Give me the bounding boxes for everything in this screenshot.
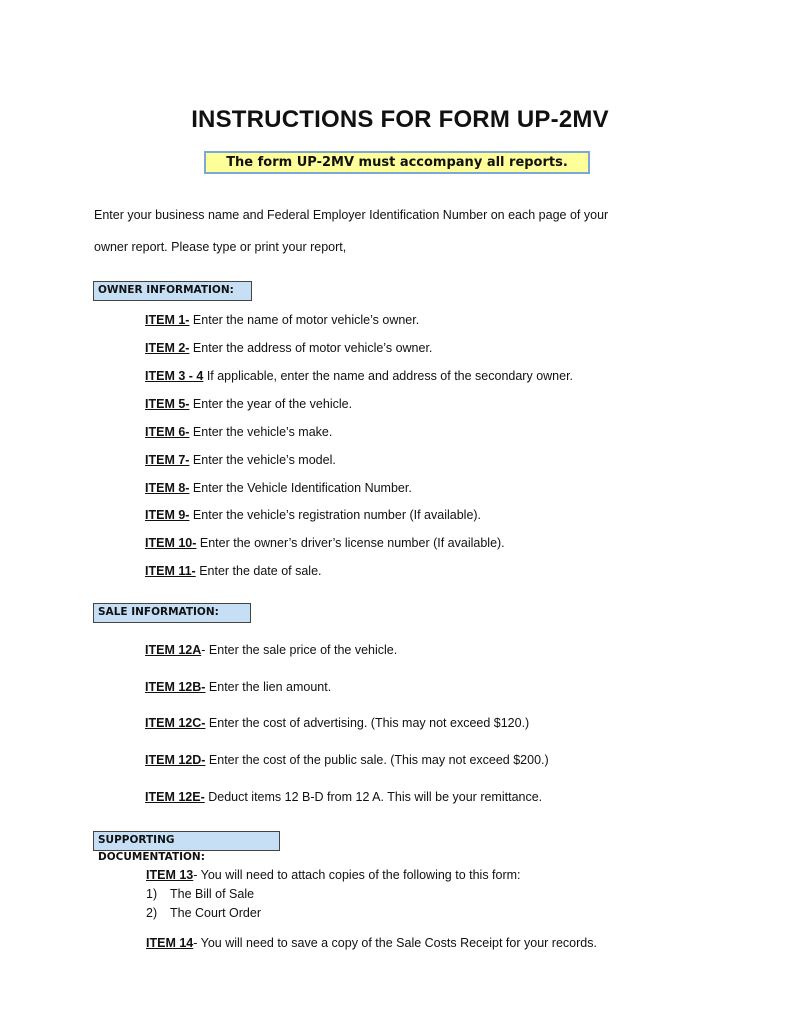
item-label: ITEM 12C-	[145, 716, 206, 730]
owner-item	[145, 536, 505, 550]
item-label: ITEM 3 - 4	[145, 369, 204, 383]
item-text: Enter the address of motor vehicle’s owner.	[189, 341, 433, 355]
item-label: ITEM 7-	[145, 453, 190, 467]
item-label: ITEM 5-	[145, 397, 190, 411]
owner-item	[145, 425, 332, 439]
list-item	[146, 906, 261, 920]
item-text: Enter the vehicle’s make.	[189, 425, 333, 439]
item-label: ITEM 12A	[145, 643, 202, 657]
item-text: Enter the vehicle’s model.	[189, 453, 336, 467]
owner-item	[145, 341, 432, 355]
item-text: - You will need to save a copy of the Sale Costs Receipt for your records.	[193, 936, 597, 950]
item-label: ITEM 13	[146, 868, 194, 882]
item-text: Enter the cost of the public sale. (This may not exceed $200.)	[205, 753, 549, 767]
item-text: Enter the year of the vehicle.	[189, 397, 353, 411]
item-label: ITEM 1-	[145, 313, 190, 327]
owner-item	[145, 481, 412, 495]
item-text: - You will need to attach copies of the following to this form:	[193, 868, 521, 882]
intro-line-2: owner report. Please type or print your report,	[94, 240, 347, 254]
list-number: 2)	[146, 906, 158, 920]
sale-item	[145, 716, 529, 730]
item-label: ITEM 10-	[145, 536, 197, 550]
item-text: Deduct items 12 B-D from 12 A. This will be your remittance.	[204, 790, 543, 804]
item-text: Enter the vehicle’s registration number (If available).	[189, 508, 482, 522]
sale-item	[145, 753, 549, 767]
item-text: Enter the Vehicle Identification Number.	[189, 481, 412, 495]
item-text: If applicable, enter the name and address of the secondary owner.	[203, 369, 574, 383]
section-supporting-documentation: SUPPORTING DOCUMENTATION:	[93, 831, 280, 851]
item-text: - Enter the sale price of the vehicle.	[201, 643, 398, 657]
support-item-14	[146, 936, 597, 950]
sale-item	[145, 680, 331, 694]
page-title: INSTRUCTIONS FOR FORM UP-2MV	[191, 106, 609, 133]
owner-item	[145, 564, 322, 578]
item-text: Enter the date of sale.	[195, 564, 322, 578]
item-label: ITEM 6-	[145, 425, 190, 439]
owner-item	[145, 369, 573, 383]
list-number: 1)	[146, 887, 158, 901]
list-item	[146, 887, 254, 901]
support-item-13	[146, 868, 521, 882]
owner-item	[145, 397, 352, 411]
item-label: ITEM 9-	[145, 508, 190, 522]
sale-item	[145, 643, 397, 657]
owner-item	[145, 453, 336, 467]
item-text: Enter the lien amount.	[205, 680, 332, 694]
section-owner-information: OWNER INFORMATION:	[93, 281, 252, 301]
list-text: The Court Order	[170, 906, 262, 920]
section-sale-information: SALE INFORMATION:	[93, 603, 251, 623]
item-label: ITEM 12E-	[145, 790, 205, 804]
item-label: ITEM 2-	[145, 341, 190, 355]
item-text: Enter the name of motor vehicle’s owner.	[189, 313, 420, 327]
sale-item	[145, 790, 542, 804]
item-text: Enter the owner’s driver’s license number (If available).	[196, 536, 505, 550]
owner-item	[145, 508, 481, 522]
item-label: ITEM 12B-	[145, 680, 206, 694]
list-text: The Bill of Sale	[170, 887, 255, 901]
notice-banner: The form UP-2MV must accompany all reports.	[204, 151, 590, 174]
owner-item	[145, 313, 419, 327]
item-label: ITEM 11-	[145, 564, 196, 578]
item-text: Enter the cost of advertising. (This may not exceed $120.)	[205, 716, 530, 730]
item-label: ITEM 14	[146, 936, 194, 950]
intro-line-1: Enter your business name and Federal Employer Identification Number on each page of your	[94, 208, 609, 222]
item-label: ITEM 12D-	[145, 753, 206, 767]
item-label: ITEM 8-	[145, 481, 190, 495]
